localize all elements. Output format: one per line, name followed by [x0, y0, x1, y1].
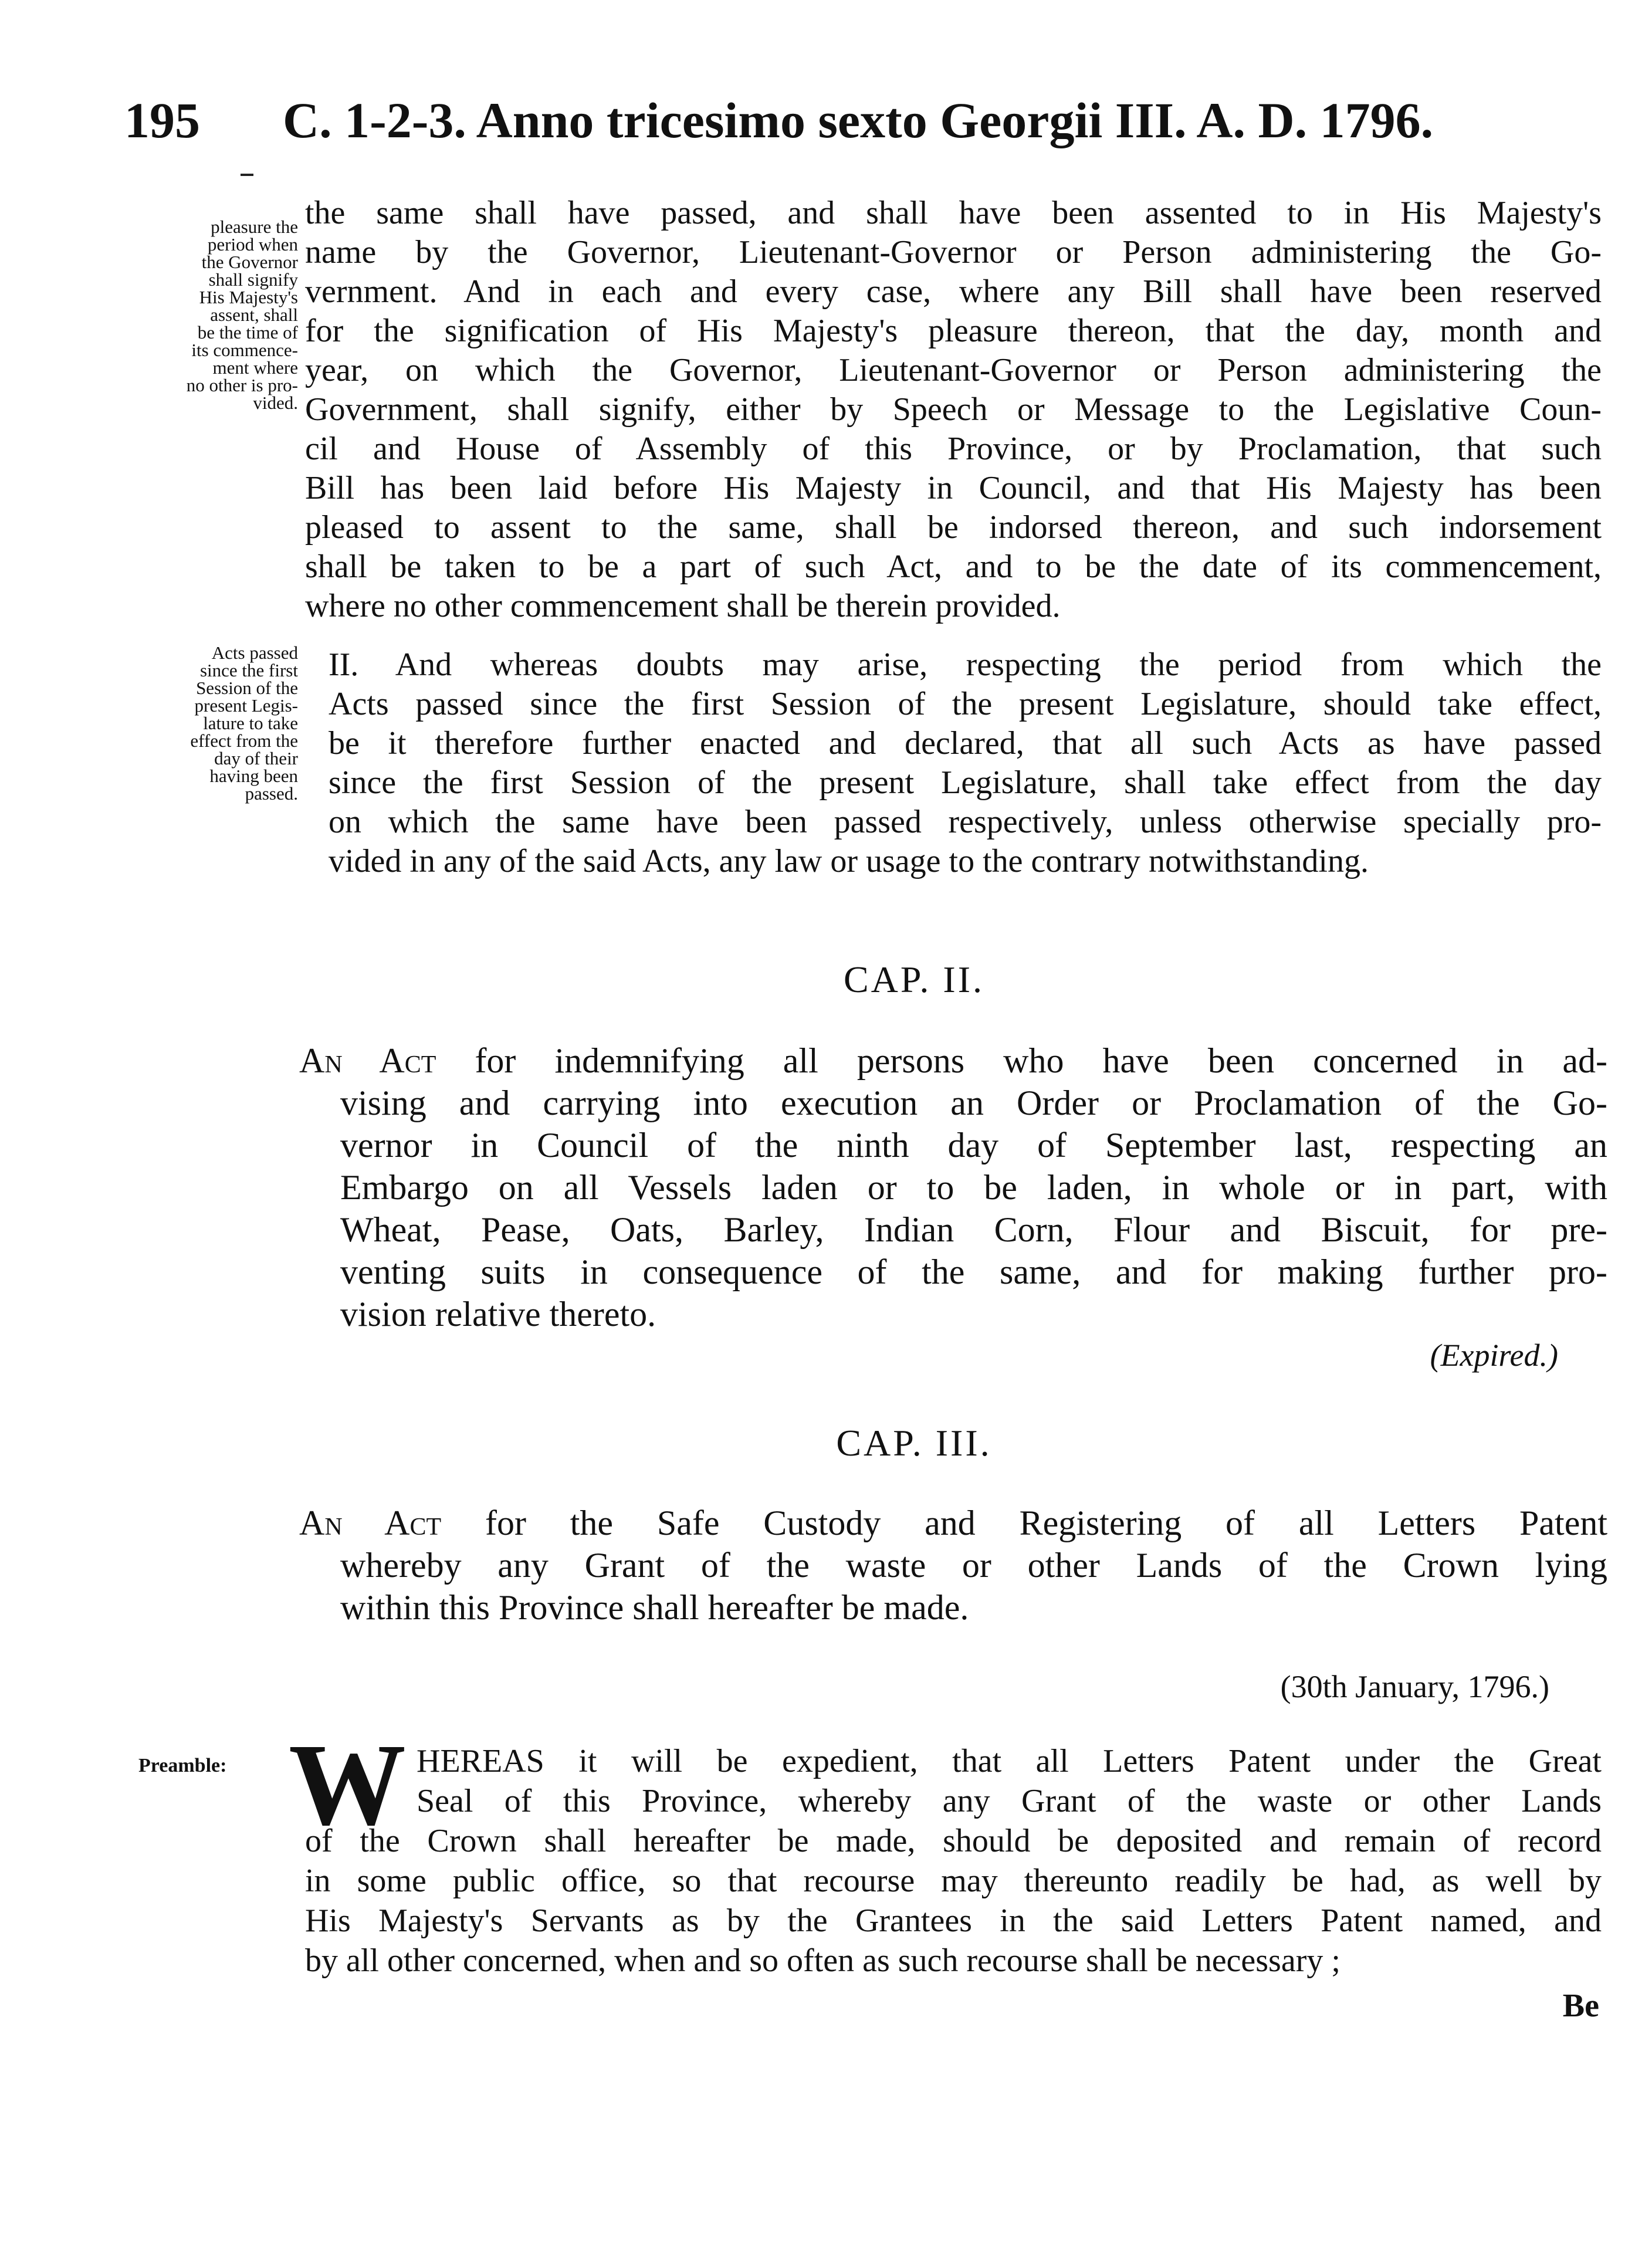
text-line: vernment. And in each and every case, where any Bill shall have been reserved [305, 273, 1602, 310]
margin-note-line: day of their [214, 748, 298, 769]
text-line: since the first Session of the present Legislature, shall take effect from the day [329, 764, 1602, 801]
text-line: where no other commencement shall be therein provided. [305, 588, 1061, 624]
margin-note-line: shall signify [208, 269, 298, 290]
text-line: Bill has been laid before His Majesty in Council, and that His Majesty has been [305, 470, 1602, 506]
text-line: An Act for indemnifying all persons who have been concerned in ad- [299, 1041, 1608, 1080]
catchword: Be [1562, 1988, 1599, 2024]
cap-2-title [299, 1040, 1607, 1335]
margin-note-acts-passed [122, 644, 298, 803]
margin-note-line: period when [207, 234, 298, 255]
text-line: II. And whereas doubts may arise, respecting the period from which the [329, 647, 1602, 683]
text-line: HEREAS it will be expedient, that all Letters Patent under the Great [417, 1743, 1602, 1779]
margin-note-commencement [122, 218, 298, 412]
text-line: be it therefore further enacted and declared, that all such Acts as have passed [329, 725, 1602, 761]
text-line: His Majesty's Servants as by the Grantees in the said Letters Patent named, and [305, 1903, 1602, 1939]
text-line: vided in any of the said Acts, any law or usage to the contrary notwithstanding. [329, 843, 1369, 879]
text-line: Acts passed since the first Session of the present Legislature, should take effect, [329, 686, 1602, 722]
text-line: venting suits in consequence of the same, and for making further pro- [340, 1253, 1607, 1291]
margin-note-line: vided. [253, 392, 298, 413]
margin-note-line: Session of the [196, 678, 298, 698]
cap-2-status: (Expired.) [1430, 1338, 1558, 1373]
margin-note-line: pleasure the [211, 216, 298, 237]
section-2-text [329, 645, 1602, 881]
margin-note-line: ment where [212, 357, 298, 378]
text-line: on which the same have been passed respectively, unless otherwise specially pro- [329, 804, 1602, 840]
margin-note-line: since the first [199, 660, 298, 681]
text-line: Wheat, Pease, Oats, Barley, Indian Corn, Flour and Biscuit, for pre- [340, 1210, 1607, 1249]
margin-note-line: lature to take [203, 713, 298, 733]
margin-note-line: no other is pro- [186, 375, 298, 395]
text-line: vernor in Council of the ninth day of September last, respecting an [340, 1126, 1607, 1165]
text-line: name by the Governor, Lieutenant-Governor or Person administering the Go- [305, 234, 1602, 270]
text-line: Government, shall signify, either by Speech or Message to the Legislative Coun- [305, 391, 1602, 428]
preamble-text [305, 1741, 1602, 1981]
running-head [124, 88, 1626, 153]
margin-note-line: its commence- [191, 340, 298, 360]
margin-note-line: present Legis- [194, 695, 298, 716]
margin-note-line: Acts passed [211, 642, 298, 663]
text-line: vising and carrying into execution an Order or Proclamation of the Go- [340, 1084, 1607, 1122]
act-small-caps: An Act [299, 1504, 442, 1542]
act-small-caps: An Act [299, 1041, 436, 1080]
header-title: C. 1-2-3. Anno tricesimo sexto Georgii III. A. D. 1796. [283, 92, 1434, 148]
page-number: 195 [124, 92, 200, 148]
cap-2-heading: CAP. II. [843, 959, 985, 1000]
text-line: by all other concerned, when and so often as such recourse shall be necessary ; [305, 1942, 1340, 1979]
text-line: Embargo on all Vessels laden or to be laden, in whole or in part, with [340, 1168, 1607, 1207]
drop-cap: W [289, 1720, 406, 1850]
cap-3-date: (30th January, 1796.) [1280, 1669, 1549, 1704]
text-line: whereby any Grant of the waste or other Lands of the Crown lying [340, 1546, 1607, 1585]
cap-3-heading: CAP. III. [836, 1422, 992, 1464]
cap-3-title [299, 1502, 1607, 1629]
section-1-text [305, 194, 1602, 626]
text-line: year, on which the Governor, Lieutenant-Governor or Person administering the [305, 352, 1602, 388]
text-line: Seal of this Province, whereby any Grant of the waste or other Lands [417, 1783, 1602, 1819]
text-line: cil and House of Assembly of this Province, or by Proclamation, that such [305, 431, 1602, 467]
margin-note-line: having been [209, 766, 298, 786]
text-line: in some public office, so that recourse may thereunto readily be had, as well by [305, 1863, 1602, 1899]
margin-note-line: passed. [245, 783, 298, 804]
margin-note-line: assent, shall [210, 304, 298, 325]
text-line: the same shall have passed, and shall have been assented to in His Majesty's [305, 195, 1602, 231]
margin-note-line: His Majesty's [199, 287, 298, 307]
text-line: for the signification of His Majesty's pleasure thereon, that the day, month and [305, 313, 1602, 349]
text-line: of the Crown shall hereafter be made, should be deposited and remain of record [305, 1823, 1602, 1859]
text-line: An Act for the Safe Custody and Registering of all Letters Patent [299, 1504, 1607, 1542]
header-mark [241, 174, 253, 176]
text-line: shall be taken to be a part of such Act, and to be the date of its commencement, [305, 549, 1602, 585]
margin-note-line: the Governor [201, 252, 298, 272]
margin-note-line: effect from the [190, 730, 298, 751]
text-line: within this Province shall hereafter be made. [340, 1588, 969, 1627]
margin-note-line: be the time of [197, 322, 298, 343]
margin-note-preamble: Preamble: [138, 1755, 227, 1776]
text-line: vision relative thereto. [340, 1295, 656, 1333]
text-line: pleased to assent to the same, shall be indorsed thereon, and such indorsement [305, 509, 1602, 546]
